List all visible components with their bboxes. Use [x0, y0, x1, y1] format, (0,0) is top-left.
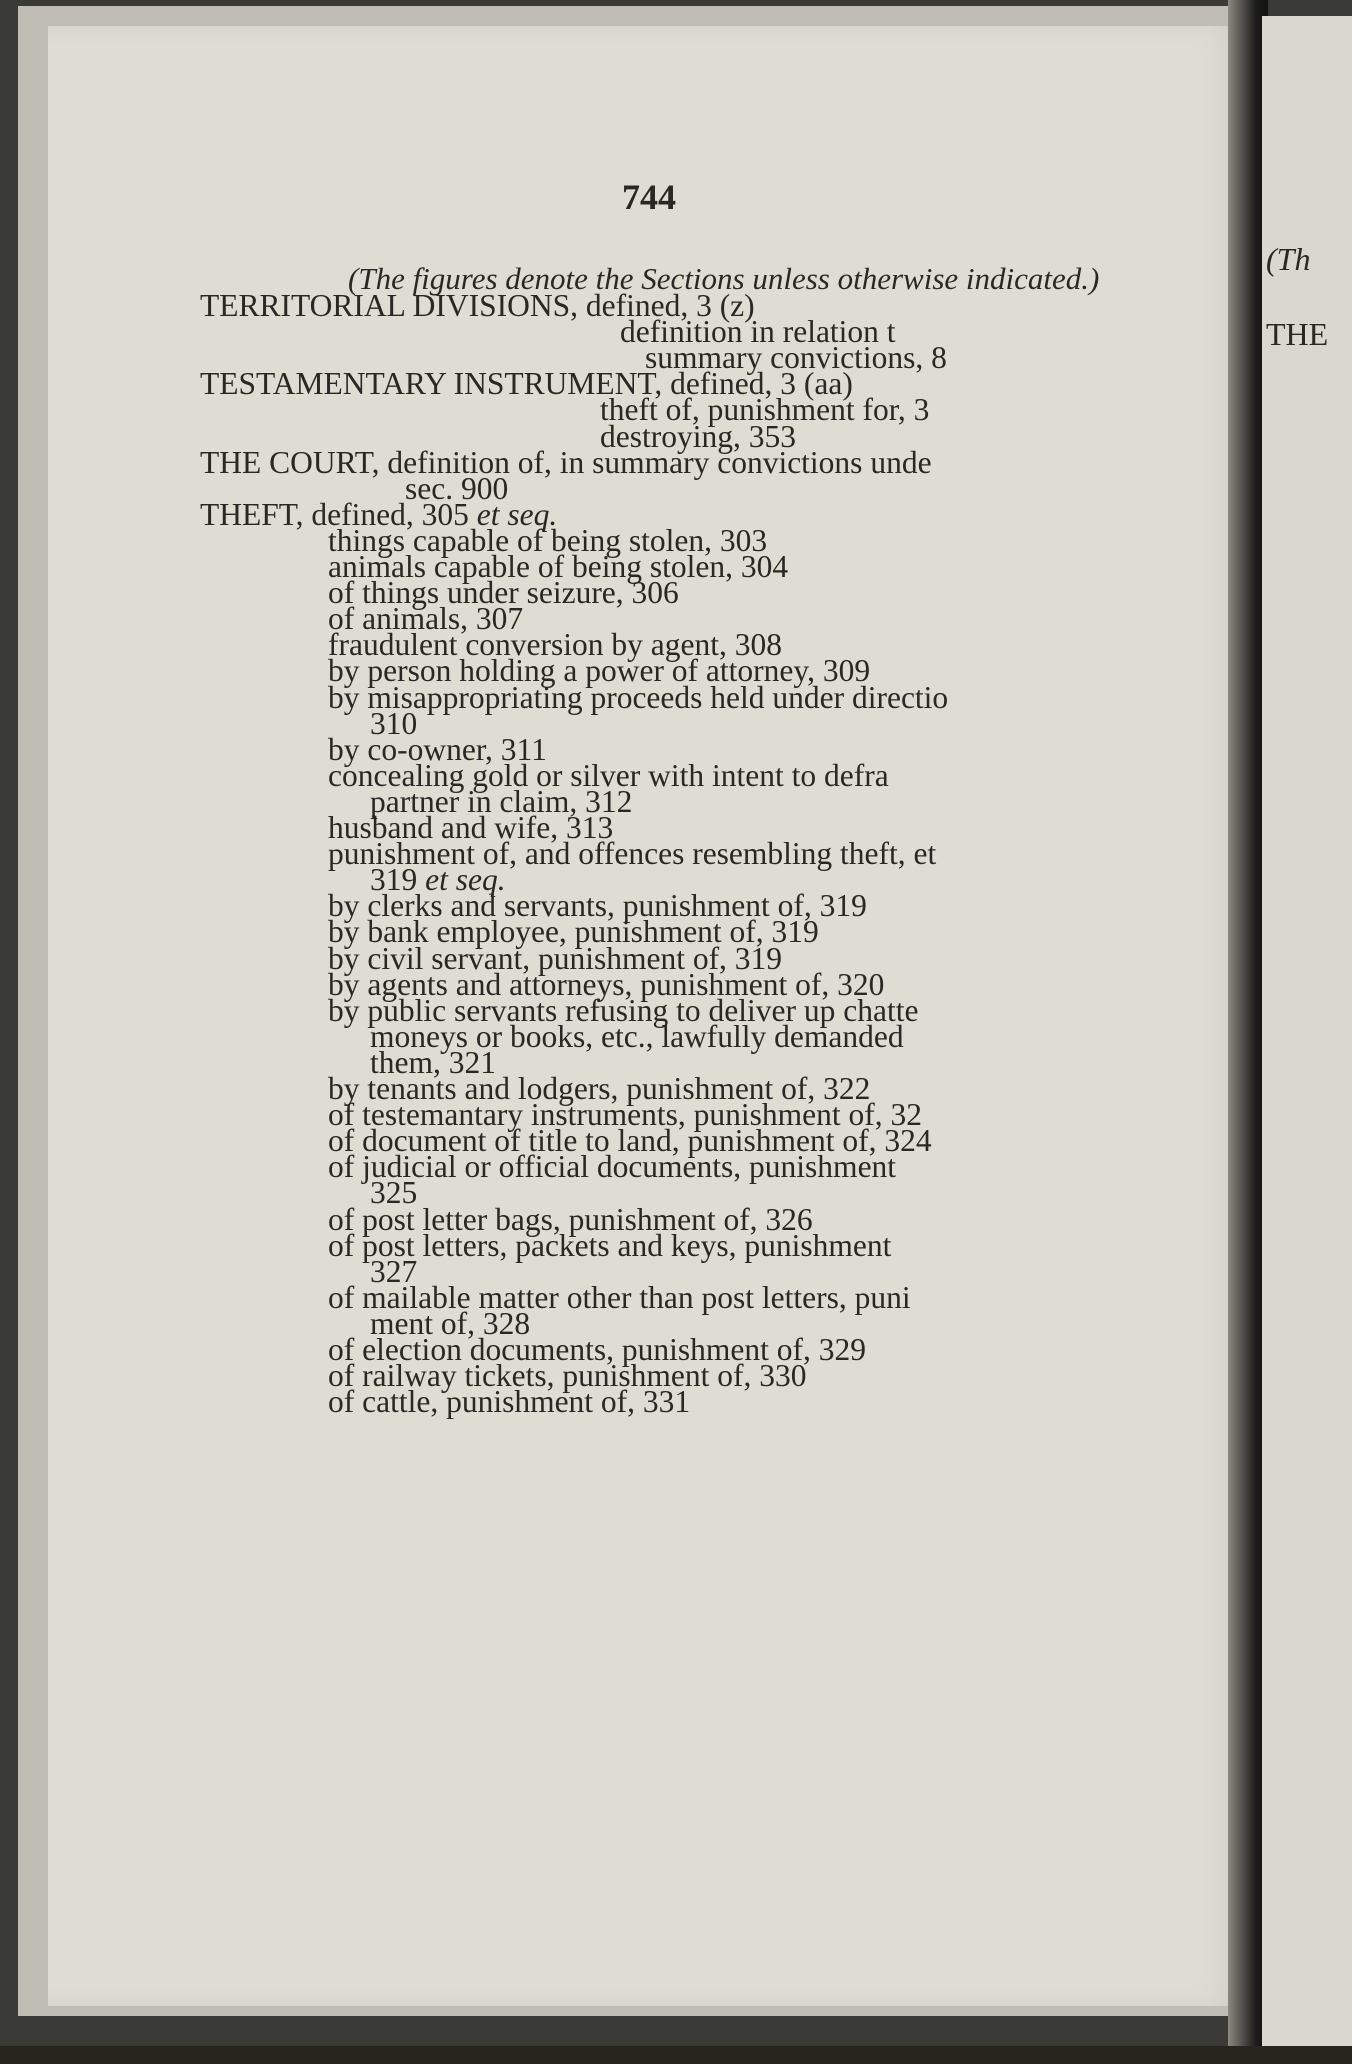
index-entry-text: by agents and attorneys, punishment of, 320 [328, 966, 885, 1002]
index-entry-text: of document of title to land, punishment of, 324 [328, 1123, 932, 1159]
index-entry [328, 681, 948, 715]
index-entry-text: theft of, punishment for, 3 [600, 392, 930, 428]
index-entry-text: fraudulent conversion by agent, 308 [328, 627, 782, 663]
index-entry-text: of testemantary instruments, punishment of, 32 [328, 1097, 923, 1133]
index-entry-text: of election documents, punishment of, 329 [328, 1332, 867, 1367]
bottom-edge [0, 2046, 1352, 2064]
index-entry-text: THEFT, defined, 305 [200, 496, 469, 532]
index-entry-text: of post letters, packets and keys, punishment [328, 1227, 892, 1263]
index-entry-text: 327 [370, 1253, 418, 1289]
index-entry-text: summary convictions, 8 [645, 340, 947, 376]
page-number: 744 [622, 177, 676, 217]
index-entry-suffix: et seq. [417, 862, 506, 898]
index-entry-text: 310 [370, 705, 418, 741]
adjacent-page [1262, 16, 1352, 2046]
index-entry-text: by tenants and lodgers, punishment of, 322 [328, 1071, 871, 1106]
index-entry-text: moneys or books, etc., lawfully demanded [370, 1018, 904, 1054]
index-entry-text: things capable of being stolen, 303 [328, 522, 768, 558]
index-entry-text: punishment of, and offences resembling theft, et [328, 836, 937, 872]
index-entry-text: definition in relation t [620, 314, 896, 350]
index-entry-text: by co-owner, 311 [328, 731, 547, 767]
index-entry-text: by bank employee, punishment of, 319 [328, 914, 819, 950]
index-entry-text: THE COURT, definition of, in summary convictions unde [200, 444, 932, 480]
index-entry-text: ment of, 328 [370, 1305, 531, 1341]
index-entry-text: sec. 900 [405, 470, 509, 506]
index-entry-text: by civil servant, punishment of, 319 [328, 940, 783, 976]
sections-note: (The figures denote the Sections unless otherwise indicated.) [348, 261, 1100, 296]
index-entry-text: of animals, 307 [328, 601, 524, 637]
index-entry-text: by public servants refusing to deliver up chatte [328, 992, 919, 1028]
index-entry-text: 325 [370, 1175, 418, 1211]
index-entry-text: by clerks and servants, punishment of, 319 [328, 888, 867, 924]
index-entry-text: of cattle, punishment of, 331 [328, 1384, 691, 1420]
index-entry-text: husband and wife, 313 [328, 810, 614, 845]
index-entry-text: them, 321 [370, 1044, 496, 1080]
adjacent-note-fragment: (Th [1266, 241, 1311, 277]
index-entry-text: of judicial or official documents, punishment [328, 1149, 897, 1185]
index-entry-text: by misappropriating proceeds held under directio [328, 679, 949, 715]
index-page [48, 26, 1250, 2006]
index-entry-suffix: et seq. [468, 496, 558, 532]
index-entry-text: animals capable of being stolen, 304 [328, 549, 789, 584]
index-entry-text: concealing gold or silver with intent to defra [328, 757, 889, 793]
adjacent-heading-fragment: THE [1266, 316, 1329, 352]
index-entry-text: by person holding a power of attorney, 309 [328, 653, 871, 689]
index-entry-text: TESTAMENTARY INSTRUMENT, defined, 3 (aa) [200, 366, 853, 402]
index-entry-text: of things under seizure, 306 [328, 575, 679, 611]
index-entry-text: of mailable matter other than post letters, puni [328, 1279, 911, 1315]
index-entry-text: destroying, 353 [600, 418, 796, 454]
index-entry [200, 446, 932, 480]
index-entry-text: partner in claim, 312 [370, 783, 633, 819]
index-entry-text: 319 [370, 862, 418, 898]
index-entry [328, 1385, 690, 1419]
index-entry-text: of railway tickets, punishment of, 330 [328, 1358, 807, 1394]
index-entry-text: of post letter bags, punishment of, 326 [328, 1201, 813, 1237]
index-entry-text: TERRITORIAL DIVISIONS, defined, 3 (z) [200, 288, 755, 323]
